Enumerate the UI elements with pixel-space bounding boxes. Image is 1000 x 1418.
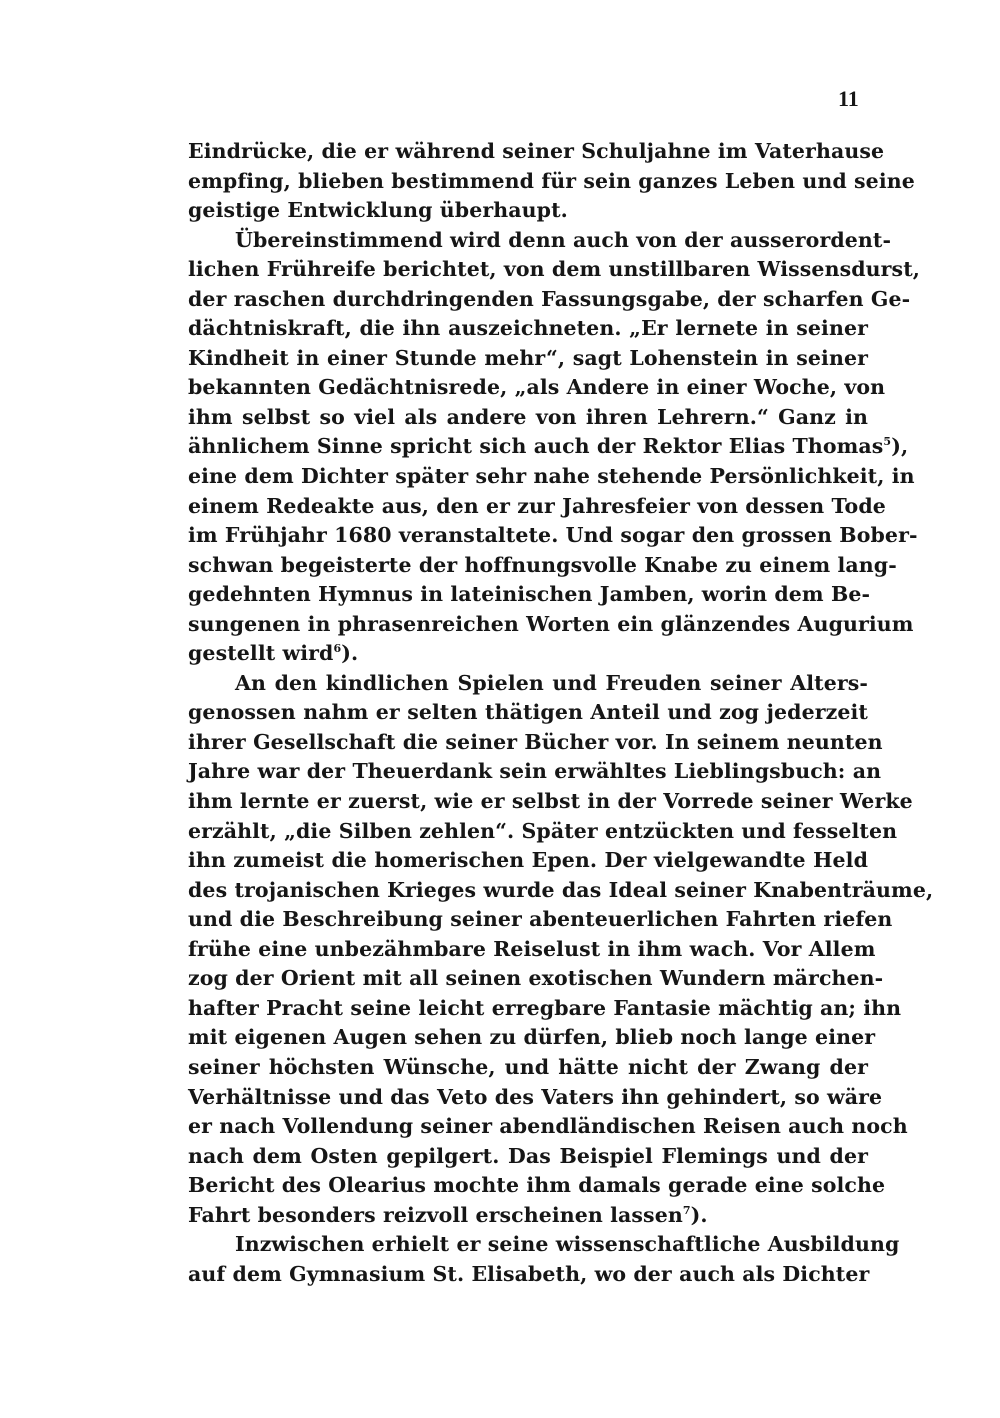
text-line — [188, 1142, 868, 1172]
footnote-marker: 5 — [883, 435, 892, 449]
text-line — [188, 373, 886, 403]
body-text — [188, 137, 934, 1289]
text-line — [188, 1083, 883, 1113]
line-text: Bericht des Olearius mochte ihm damals gerade eine solche — [188, 1173, 886, 1198]
line-text: auf dem Gymnasium St. Elisabeth, wo der auch als Dichter — [188, 1261, 870, 1286]
text-line — [188, 876, 934, 906]
text-line — [188, 344, 868, 374]
text-line — [188, 698, 868, 728]
text-line — [188, 787, 913, 817]
text-line — [188, 1053, 868, 1083]
line-text: und die Beschreibung seiner abenteuerlichen Fahrten riefen — [188, 907, 893, 932]
page-number: 11 — [838, 86, 859, 111]
text-line — [188, 1201, 868, 1231]
line-text: gedehnten Hymnus in lateinischen Jamben, worin dem Be- — [188, 582, 871, 607]
line-text: An den kindlichen Spielen und Freuden seiner Alters- — [235, 670, 868, 695]
line-text: lichen Frühreife berichtet, von dem unstillbaren Wissensdurst, — [188, 257, 921, 282]
text-line — [188, 492, 886, 522]
line-text: genossen nahm er selten thätigen Anteil und zog jederzeit — [188, 700, 868, 725]
text-line — [188, 580, 871, 610]
text-line — [188, 432, 909, 462]
line-text: des trojanischen Krieges wurde das Ideal seiner Knabenträume, — [188, 877, 934, 902]
line-text: zog der Orient mit all seinen exotischen Wundern märchen- — [188, 966, 884, 991]
text-line — [188, 1112, 908, 1142]
text-line — [188, 285, 911, 315]
text-line — [188, 1230, 900, 1260]
text-line — [188, 757, 882, 787]
line-text: erzählt, „die Silben zehlen“. Später entzückten und fesselten — [188, 818, 898, 843]
line-text: der raschen durchdringenden Fassungsgabe, der scharfen Ge- — [188, 286, 911, 311]
line-text: ihrer Gesellschaft die seiner Bücher vor. In seinem neunten — [188, 729, 883, 754]
line-text: Übereinstimmend wird denn auch von der ausserordent- — [235, 227, 892, 252]
line-text: seiner höchsten Wünsche, und hätte nicht der Zwang der — [188, 1054, 868, 1079]
line-text: im Frühjahr 1680 veranstaltete. Und sogar den grossen Bober- — [188, 523, 918, 548]
line-text: Jahre war der Theuerdank sein erwähltes Lieblingsbuch: an — [188, 759, 882, 784]
text-line — [188, 728, 883, 758]
text-line — [188, 1260, 868, 1290]
line-text: Kindheit in einer Stunde mehr“, sagt Lohenstein in seiner — [188, 345, 868, 370]
footnote-marker: 7 — [682, 1203, 691, 1217]
text-line — [188, 639, 868, 669]
text-line — [188, 994, 902, 1024]
line-text: Eindrücke, die er während seiner Schuljahne im Vaterhause — [188, 139, 885, 163]
text-line — [188, 935, 876, 965]
line-text: bekannten Gedächtnisrede, „als Andere in einer Woche, von — [188, 375, 886, 400]
line-text: Inzwischen erhielt er seine wissenschaftliche Ausbildung — [235, 1232, 900, 1257]
text-line — [188, 1171, 886, 1201]
text-line — [188, 403, 868, 433]
line-text: ihn zumeist die homerischen Epen. Der vielgewandte Held — [188, 848, 868, 873]
line-text: geistige Entwicklung überhaupt. — [188, 198, 568, 223]
line-text: gestellt wird — [188, 641, 334, 666]
text-line — [188, 521, 918, 551]
line-text-after-footnote: ). — [341, 641, 359, 666]
line-text-after-footnote: ), — [891, 434, 909, 459]
text-line — [188, 846, 868, 876]
line-text: ihm selbst so viel als andere von ihren Lehrern.“ Ganz in — [188, 404, 868, 429]
text-line — [188, 462, 915, 492]
text-line — [188, 314, 868, 344]
line-text: schwan begeisterte der hoffnungsvolle Knabe zu einem lang- — [188, 552, 897, 577]
line-text: hafter Pracht seine leicht erregbare Fantasie mächtig an; ihn — [188, 995, 902, 1020]
text-line — [188, 196, 868, 226]
text-line — [188, 669, 868, 699]
line-text: sungenen in phrasenreichen Worten ein glänzendes Augurium — [188, 611, 914, 636]
line-text: ihm lernte er zuerst, wie er selbst in der Vorrede seiner Werke — [188, 789, 913, 814]
text-line — [188, 610, 914, 640]
line-text: Fahrt besonders reizvoll erscheinen lassen — [188, 1202, 683, 1227]
text-line — [188, 167, 915, 197]
text-line — [188, 964, 884, 994]
line-text: frühe eine unbezähmbare Reiselust in ihm wach. Vor Allem — [188, 936, 876, 961]
text-line — [188, 1023, 876, 1053]
line-text: er nach Vollendung seiner abendländischen Reisen auch noch — [188, 1114, 908, 1139]
text-line — [188, 817, 898, 847]
line-text: empfing, blieben bestimmend für sein ganzes Leben und seine — [188, 168, 915, 193]
line-text: Verhältnisse und das Veto des Vaters ihn gehindert, so wäre — [188, 1084, 883, 1109]
footnote-marker: 6 — [333, 642, 342, 656]
text-line — [188, 226, 892, 256]
text-line — [188, 905, 893, 935]
line-text: ähnlichem Sinne spricht sich auch der Rektor Elias Thomas — [188, 434, 884, 459]
text-line — [188, 255, 921, 285]
line-text: mit eigenen Augen sehen zu dürfen, blieb noch lange einer — [188, 1025, 876, 1050]
text-line — [188, 551, 897, 581]
line-text: eine dem Dichter später sehr nahe stehende Persönlichkeit, in — [188, 464, 915, 489]
line-text: dächtniskraft, die ihn auszeichneten. „Er lernete in seiner — [188, 316, 868, 341]
line-text: nach dem Osten gepilgert. Das Beispiel Flemings und der — [188, 1143, 868, 1168]
text-line — [188, 137, 885, 167]
line-text: einem Redeakte aus, den er zur Jahresfeier von dessen Tode — [188, 493, 886, 518]
line-text-after-footnote: ). — [690, 1202, 708, 1227]
